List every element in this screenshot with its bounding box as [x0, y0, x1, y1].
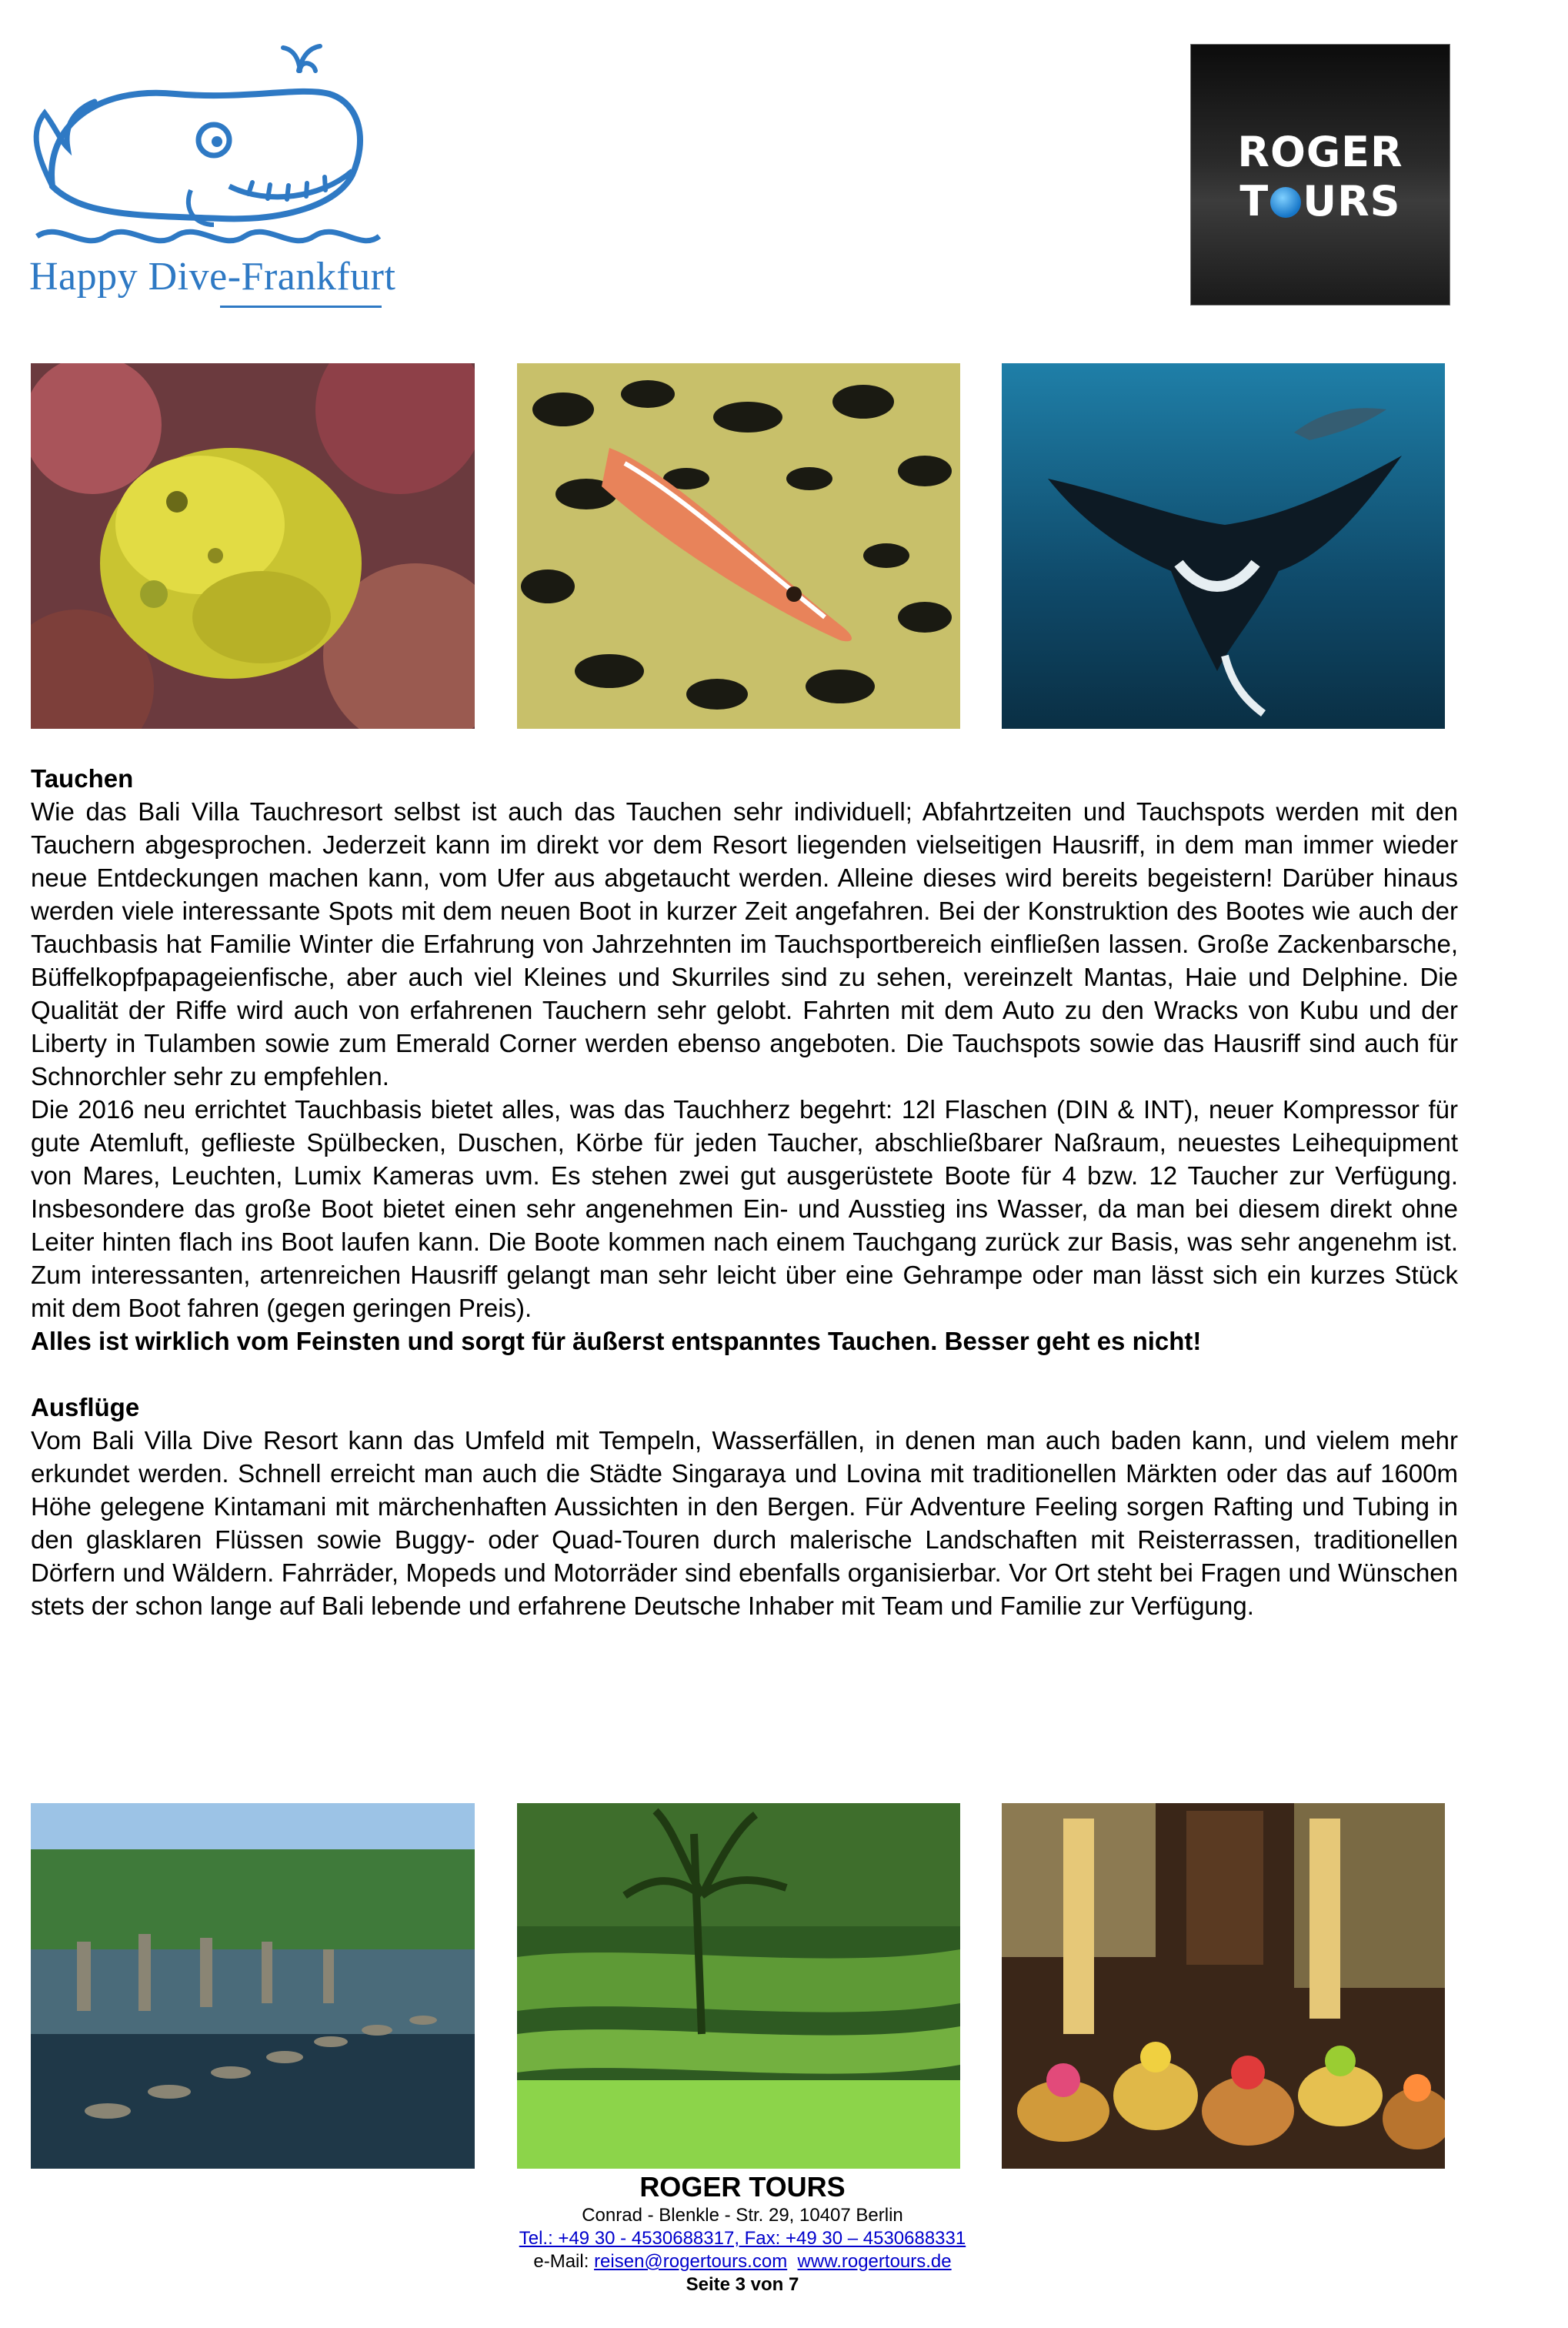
photo-longnose-hawkfish	[517, 363, 960, 729]
roger-tours-logo-line2	[1191, 177, 1450, 225]
happy-dive-logo	[29, 40, 396, 317]
photo-rice-terraces	[517, 1803, 960, 2169]
phone-fax-link[interactable]: Tel.: +49 30 - 4530688317, Fax: +49 30 – 4530688331	[519, 2228, 966, 2249]
tauchen-highlight: Alles ist wirklich vom Feinsten und sorgt für äußerst entspanntes Tauchen. Besser geht es nicht!	[31, 1327, 1202, 1355]
main-content	[31, 762, 1458, 1622]
footer-address: Conrad - Blenkle - Str. 29, 10407 Berlin	[582, 2205, 903, 2226]
tauchen-paragraph-2: Die 2016 neu errichtet Tauchbasis bietet alles, was das Tauchherz begehrt: 12l Flaschen (DIN & INT), neuer Kompressor für gute Atemluft, geflieste Spülbecken, Duschen, Körbe für jeden Taucher, abschließbarer Naßraum, neuestes Leihequipment von Mares, Leuchten, Lumix Kameras uvm. Es stehen zwei gut ausgerüstete Boote für 4 bzw. 12 Taucher zur Verfügung. Insbesondere das große Boot bietet einen sehr angenehmen Ein- und Ausstieg ins Wasser, da man bei diesem direkt ohne Leiter hinten flach ins Boot laufen kann. Die Boote kommen nach einem Tauchgang zurück zur Basis, was sehr angenehm ist. Zum interessanten, artenreichen Hausriff gelangt man sehr leicht über eine Gehrampe oder man lässt sich ein kurzes Stück mit dem Boot fahren (gegen geringen Preis).	[31, 1095, 1458, 1322]
logo-underline	[220, 306, 382, 308]
section-gap	[31, 1358, 1458, 1391]
tauchen-paragraph-1: Wie das Bali Villa Tauchresort selbst ist auch das Tauchen sehr individuell; Abfahrtzeiten und Tauchspots werden mit den Tauchern abgesprochen. Jederzeit kann im direkt vor dem Resort liegenden vielseitigen Hausriff, in dem man immer wieder neue Entdeckungen machen kann, vom Ufer aus abgetaucht werden. Alleine dieses wird bereits begeistern! Darüber hinaus werden viele interessante Spots mit dem neuen Boot in kurzer Zeit angefahren. Bei der Konstruktion des Bootes wie auch der Tauchbasis hat Familie Winter die Erfahrung von Jahrzehnten im Tauchsportbereich einfließen lassen. Große Zackenbarsche, Büffelkopfpapageienfische, aber auch viel Kleines und Skurriles sind zu sehen, vereinzelt Mantas, Haie und Delphine. Die Qualität der Riffe wird auch von erfahrenen Tauchern sehr gelobt. Fahrten mit dem Auto zu den Wracks von Kubu und der Liberty in Tulamben sowie zum Emerald Corner werden ebenso angeboten. Die Tauchspots sowie das Hausriff sind auch für Schnorchler sehr zu empfehlen.	[31, 797, 1458, 1091]
logo-letters-urs: URS	[1303, 177, 1401, 225]
email-label: e-Mail:	[533, 2251, 595, 2272]
roger-tours-logo-line1: ROGER	[1237, 128, 1403, 176]
page-number: Seite 3 von 7	[686, 2274, 799, 2295]
whale-icon	[29, 40, 383, 256]
page-footer	[0, 2170, 1485, 2296]
globe-icon	[1270, 187, 1301, 218]
logo-letter-t: T	[1239, 177, 1269, 225]
section-heading-tauchen: Tauchen	[31, 764, 134, 793]
footer-company: ROGER TOURS	[639, 2171, 846, 2203]
happy-dive-logo-text: Happy Dive-Frankfurt	[29, 255, 396, 299]
photo-water-temple	[31, 1803, 475, 2169]
footer-phone-fax	[0, 2227, 1485, 2250]
footer-contact	[0, 2250, 1485, 2273]
photo-temple-offerings	[1002, 1803, 1445, 2169]
website-link[interactable]: www.rogertours.de	[797, 2251, 952, 2272]
email-link[interactable]: reisen@rogertours.com	[594, 2251, 788, 2272]
roger-tours-logo	[1190, 44, 1450, 306]
photo-frogfish	[31, 363, 475, 729]
ausfluege-paragraph-1: Vom Bali Villa Dive Resort kann das Umfeld mit Tempeln, Wasserfällen, in denen man auch baden kann, und vielem mehr erkundet werden. Schnell erreicht man auch die Städte Singaraya und Lovina mit traditionellen Märkten oder das auf 1600m Höhe gelegene Kintamani mit märchenhaften Aussichten in den Bergen. Für Adventure Feeling sorgen Rafting und Tubing in den glasklaren Flüssen sowie Buggy- oder Quad-Touren durch malerische Landschaften mit Reisterrassen, traditionellen Dörfern und Wäldern. Fahrräder, Mopeds und Motorräder sind ebenfalls organisierbar. Vor Ort steht bei Fragen und Wünschen stets der schon lange auf Bali lebende und erfahrene Deutsche Inhaber mit Team und Familie zur Verfügung.	[31, 1426, 1458, 1620]
section-heading-ausfluege: Ausflüge	[31, 1393, 140, 1421]
photo-manta-ray	[1002, 363, 1445, 729]
